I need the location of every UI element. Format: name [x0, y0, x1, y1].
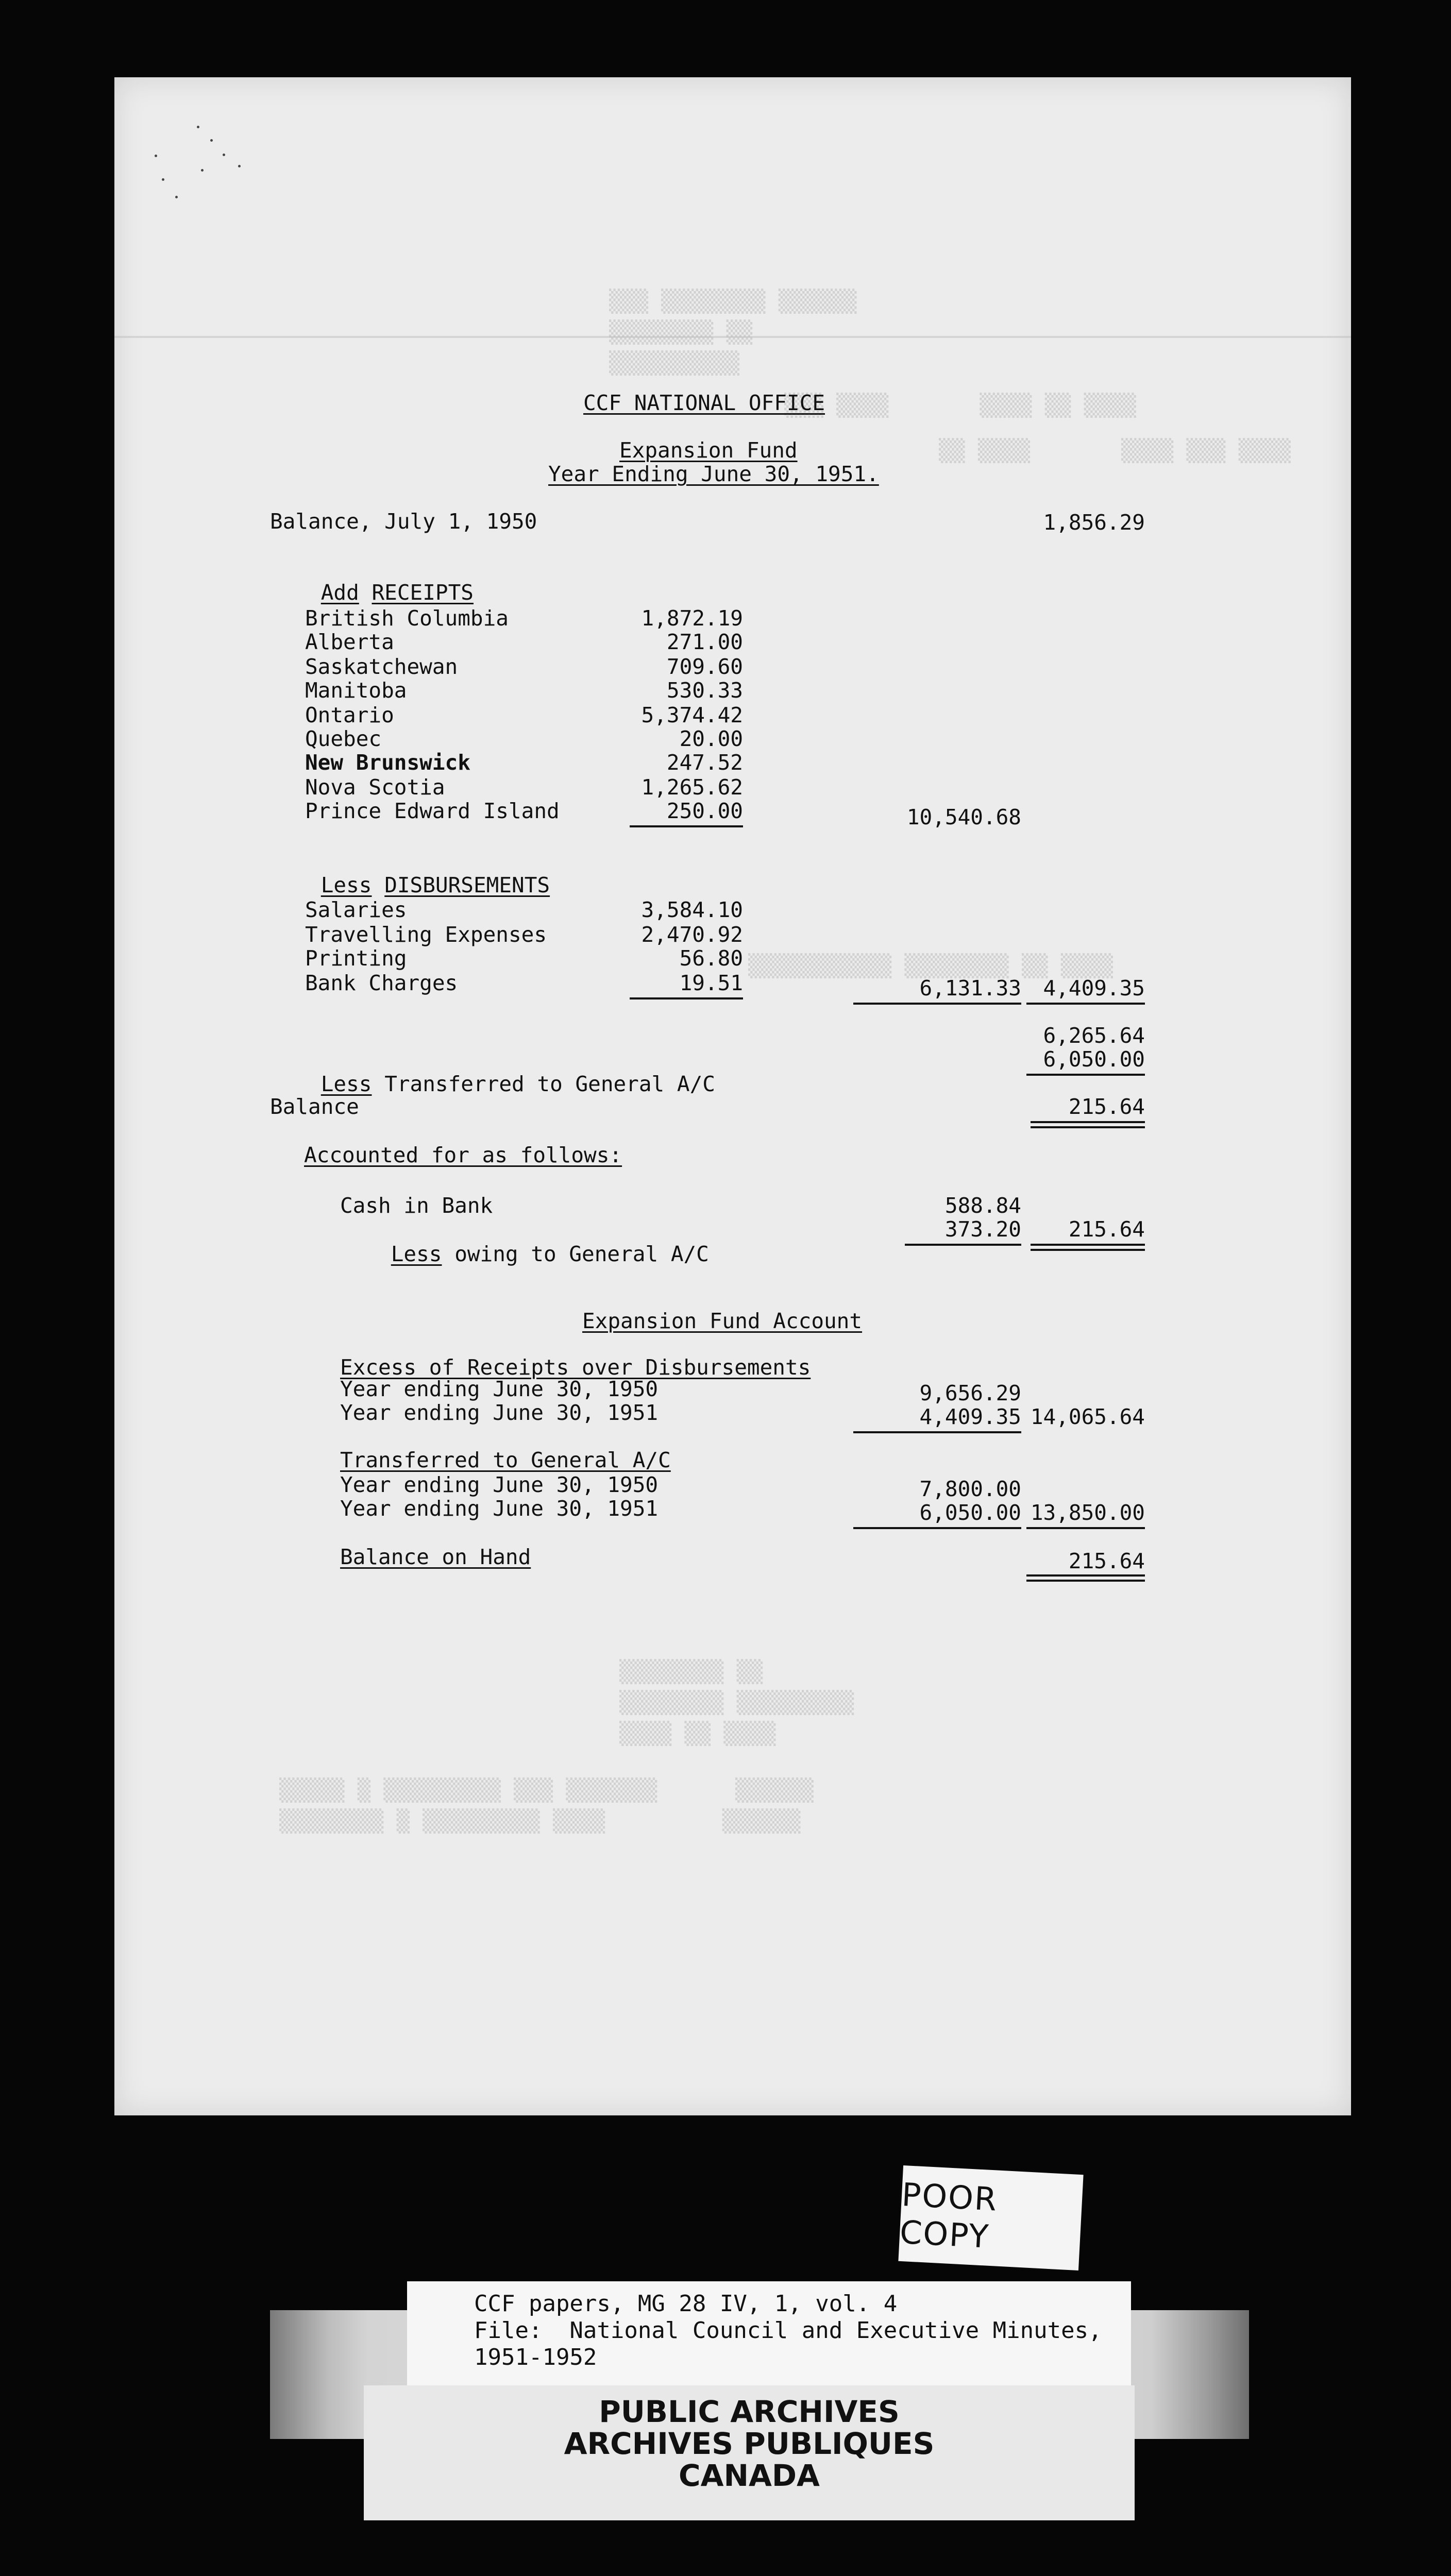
excess-total: 14,065.64 [1030, 1404, 1145, 1429]
owing-prefix: Less [391, 1242, 442, 1266]
on-hand-label: Balance on Hand [340, 1545, 531, 1569]
disbursements-total-rule [853, 1003, 1021, 1005]
on-hand-amount: 215.64 [1068, 1549, 1145, 1573]
stamp-line-3: CANADA [679, 2458, 820, 2493]
receipt-label: Nova Scotia [305, 775, 445, 800]
receipt-amount: 247.52 [666, 750, 743, 775]
receipt-amount: 1,265.62 [641, 775, 743, 800]
disbursements-title: DISBURSEMENTS [384, 873, 550, 897]
receipt-label: Manitoba [305, 678, 407, 703]
receipt-amount: 271.00 [666, 630, 743, 654]
receipt-label: Alberta [305, 630, 394, 654]
receipt-label: Ontario [305, 703, 394, 727]
disbursements-prefix: Less [320, 873, 372, 897]
transfer-year-label: Year ending June 30, 1950 [340, 1472, 659, 1497]
disbursement-label: Printing [305, 946, 407, 971]
transfer-label: Transferred to General A/C [384, 1072, 715, 1096]
cash-amount: 588.84 [944, 1193, 1021, 1218]
receipt-amount: 530.33 [666, 678, 743, 703]
opening-amount: 1,856.29 [1043, 510, 1145, 535]
transfer-prefix: Less [320, 1072, 372, 1096]
balance-label: Balance [270, 1094, 359, 1119]
receipt-label: Quebec [305, 726, 382, 751]
transfer-rule [1026, 1074, 1145, 1076]
receipt-label: Saskatchewan [305, 654, 458, 679]
transfer-total-rule [1026, 1527, 1145, 1529]
owing-row [340, 1217, 709, 1291]
transfer-year-label: Year ending June 30, 1951 [340, 1496, 659, 1521]
period-title: Year Ending June 30, 1951. [548, 462, 879, 486]
receipt-label: Prince Edward Island [305, 799, 560, 823]
disbursements-total: 6,131.33 [919, 976, 1021, 1001]
file-line-1: CCF papers, MG 28 IV, 1, vol. 4 [474, 2291, 898, 2317]
receipts-title: RECEIPTS [372, 580, 474, 605]
receipt-amount: 709.60 [666, 654, 743, 679]
transfer-heading: Transferred to General A/C [340, 1448, 671, 1472]
disbursement-amount: 56.80 [679, 946, 743, 971]
stamp-line-2: ARCHIVES PUBLIQUES [564, 2426, 935, 2461]
document-page: ▒▒▒ ▒▒▒▒▒▒▒▒ ▒▒▒▒▒▒ ▒▒▒▒▒▒▒▒ ▒▒ ▒▒▒▒▒▒▒▒▒▒ ▒▒▒ ▒▒▒▒ ▒▒▒▒ ▒▒ ▒▒▒▒ ▒▒ ▒▒▒▒ ▒▒▒▒ ▒▒▒ ▒▒▒▒ ▒▒▒▒▒▒▒▒▒▒▒ ▒▒▒▒▒▒▒▒ ▒▒ ▒▒▒▒ ▒▒▒▒▒▒▒▒ ▒▒ ▒▒▒▒▒▒▒▒ ▒▒▒▒▒▒▒▒▒ ▒▒▒▒ ▒▒ ▒▒▒▒ ▒▒▒▒▒ ▒ ▒▒▒▒▒▒▒▒▒ ▒▒▒ ▒▒▒▒▒▒▒ ▒▒▒▒▒▒ ▒▒▒▒▒▒▒▒ ▒ ▒▒▒▒▒▒▒▒▒ ▒▒▒▒ ▒▒▒▒▒▒ CCF NATIONAL OFFICE Expansion Fund Year Ending June 30, 1951. Balance, July 1, 1950 1,856.29 Add RECEIPTS British Columbia 1,872.19 Alberta 271.00 Saskatchewan 709.60 Manitoba 530.33 Ontario 5,374.42 Quebec 20.00 New Brunswick 247.52 Nova Scotia 1,265.62 Prince Edward Island 250.00 10,540.68 Less DISBURSEMENTS Salaries 3,584.10 Travelling Expenses 2,470.92 Printing 56.80 Bank Charges 19.51 6,131.33 4,409.35 6,265.64 Less Transferred to General A/C 6,050.00 Balance 215.64 Accounted for as follows: Cash in Bank 588.84 Less owing to General A/C 373.20 215.64 Expansion Fund Account Excess of Receipts over Disbursements Year ending June 30, 1950 9,656.29 Year ending June 30, 1951 4,409.35 14,065.64 Transferred to General A/C Year ending June 30, 1950 7,800.00 Year ending June 30, 1951 6,050.00 13,850.00 Balance on Hand 215.64 [114, 77, 1351, 2115]
receipt-amount: 20.00 [679, 726, 743, 751]
poor-copy-note: POOR COPY [898, 2165, 1083, 2270]
owing-amount: 373.20 [944, 1217, 1021, 1242]
excess-amount: 4,409.35 [919, 1404, 1021, 1429]
net-receipts: 4,409.35 [1043, 976, 1145, 1001]
transfers-rule [853, 1527, 1021, 1529]
net-receipts-rule [1026, 1003, 1145, 1005]
opening-label: Balance, July 1, 1950 [270, 509, 537, 534]
receipt-label: New Brunswick [305, 750, 470, 775]
receipts-rule [630, 825, 743, 827]
org-title: CCF NATIONAL OFFICE [583, 391, 825, 415]
accounted-heading: Accounted for as follows: [304, 1143, 622, 1167]
disbursement-amount: 19.51 [679, 971, 743, 995]
disbursement-label: Bank Charges [305, 971, 458, 995]
owing-result-rule-1 [1031, 1244, 1145, 1246]
archive-stamp [364, 2385, 1135, 2520]
disbursements-rule [630, 997, 743, 999]
receipt-label: British Columbia [305, 606, 509, 631]
owing-result-rule-2 [1031, 1249, 1145, 1251]
stamp-line-1: PUBLIC ARCHIVES [599, 2394, 900, 2429]
disbursement-amount: 3,584.10 [641, 897, 743, 922]
excess-label: Year ending June 30, 1951 [340, 1400, 659, 1425]
transfer-total: 13,850.00 [1030, 1500, 1145, 1525]
disbursement-label: Travelling Expenses [305, 922, 547, 947]
cash-label: Cash in Bank [340, 1193, 493, 1218]
receipt-amount: 1,872.19 [641, 606, 743, 631]
balance-rule-2 [1031, 1126, 1145, 1128]
receipts-total: 10,540.68 [906, 805, 1021, 829]
transfer-year-amount: 7,800.00 [919, 1477, 1021, 1501]
owing-label: owing to General A/C [454, 1242, 709, 1266]
excess-heading: Excess of Receipts over Disbursements [340, 1355, 811, 1380]
receipts-prefix: Add [320, 580, 359, 605]
file-line-3: 1951-1952 [474, 2344, 597, 2370]
balance-amount: 215.64 [1068, 1094, 1145, 1119]
excess-amount: 9,656.29 [919, 1381, 1021, 1405]
account-heading: Expansion Fund Account [582, 1309, 863, 1333]
receipt-amount: 250.00 [666, 799, 743, 823]
receipt-amount: 5,374.42 [641, 703, 743, 727]
on-hand-rule-2 [1026, 1580, 1145, 1582]
fund-title: Expansion Fund [619, 438, 798, 463]
excess-label: Year ending June 30, 1950 [340, 1377, 659, 1401]
transfer-year-amount: 6,050.00 [919, 1500, 1021, 1525]
on-hand-rule-1 [1026, 1574, 1145, 1577]
transfer-amount: 6,050.00 [1043, 1047, 1145, 1072]
disbursement-amount: 2,470.92 [641, 922, 743, 947]
subtotal-amount: 6,265.64 [1043, 1023, 1145, 1048]
balance-rule-1 [1031, 1121, 1145, 1123]
file-line-2: File: National Council and Executive Minutes, [474, 2317, 1102, 2344]
excess-rule [853, 1431, 1021, 1433]
owing-rule [905, 1244, 1021, 1246]
disbursement-label: Salaries [305, 897, 407, 922]
file-card [407, 2281, 1131, 2398]
owing-result: 215.64 [1068, 1217, 1145, 1242]
